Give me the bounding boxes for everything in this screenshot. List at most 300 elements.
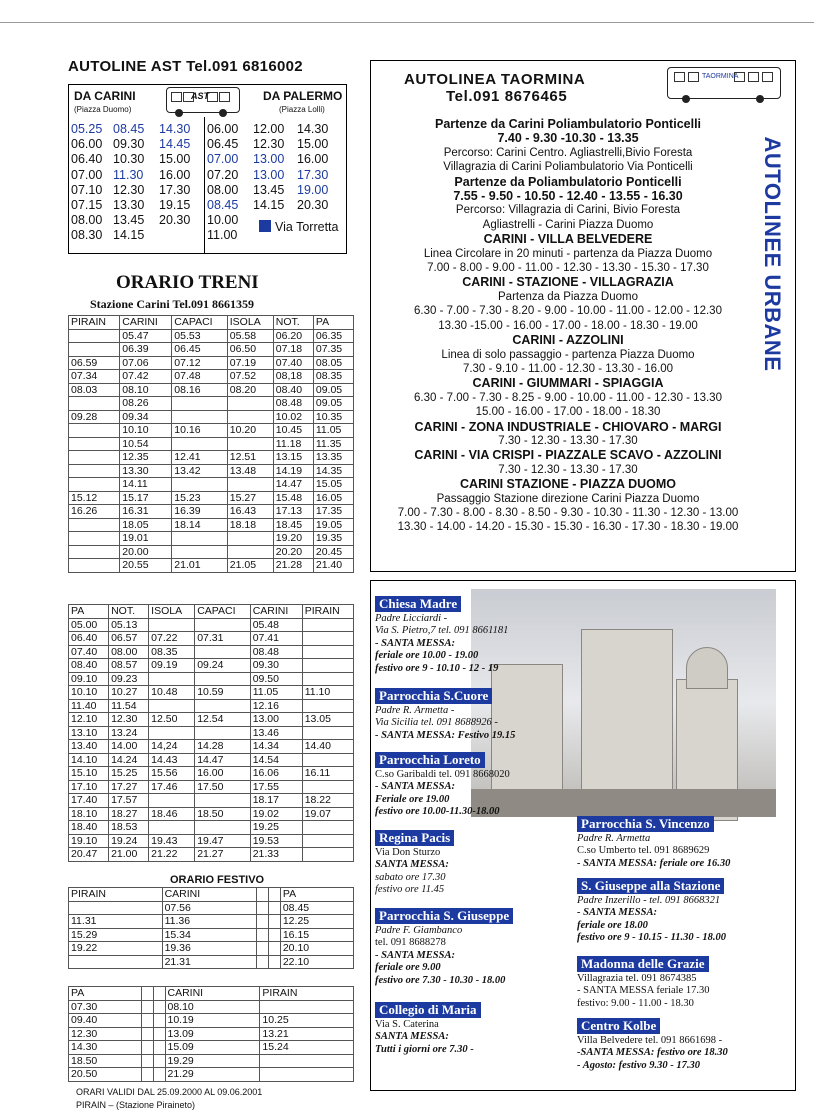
- table-cell: 18.18: [227, 518, 273, 532]
- table-cell: 14.35: [313, 464, 353, 478]
- column-header: [142, 987, 154, 1001]
- table-cell: 17.57: [109, 794, 149, 808]
- table-cell: 10.20: [227, 424, 273, 438]
- table-cell: [149, 672, 195, 686]
- table-cell: 12.30: [69, 1027, 142, 1041]
- table-cell: [227, 478, 273, 492]
- table-cell: 09.24: [195, 659, 251, 673]
- table-cell: 13.40: [69, 740, 109, 754]
- table-cell: 12.30: [109, 713, 149, 727]
- church-detail: festivo ore 10.00-11.30-18.00: [375, 806, 500, 818]
- table-cell: 06.59: [69, 356, 120, 370]
- table-cell: 21.00: [109, 848, 149, 862]
- table-row: [69, 464, 354, 478]
- ast-time: 05.25: [71, 122, 103, 136]
- table-cell: [227, 410, 273, 424]
- table-row: [69, 699, 354, 713]
- ast-time: [159, 228, 190, 243]
- table-cell: [257, 955, 269, 969]
- ast-time: 16.00: [159, 167, 191, 182]
- table-cell: 09.23: [109, 672, 149, 686]
- table-cell: 08.03: [69, 383, 120, 397]
- column-header: NOT.: [273, 316, 313, 330]
- table-cell: 13.42: [172, 464, 228, 478]
- table-cell: 08.10: [165, 1000, 260, 1014]
- table-cell: 07.35: [313, 343, 353, 357]
- table-cell: 10.27: [109, 686, 149, 700]
- table-row: [69, 316, 354, 330]
- taormina-line: 7.30 - 12.30 - 13.30 - 17.30: [498, 434, 638, 447]
- table-cell: 10.48: [149, 686, 195, 700]
- ast-time: 14.15: [113, 228, 145, 243]
- column-header: PA: [69, 987, 142, 1001]
- table-cell: 12.50: [149, 713, 195, 727]
- table-row: [69, 987, 354, 1001]
- church-detail: Villagrazia tel. 091 8674385: [577, 973, 697, 984]
- taormina-line: CARINI - VIA CRISPI - PIAZZALE SCAVO - AZZOLINI: [414, 448, 722, 463]
- church-detail: - SANTA MESSA:: [375, 949, 455, 961]
- table-row: [69, 645, 354, 659]
- table-cell: 15.12: [69, 491, 120, 505]
- table-cell: 15.34: [162, 928, 257, 942]
- table-row: [69, 928, 354, 942]
- table-cell: 12.41: [172, 451, 228, 465]
- table-cell: 08.00: [109, 645, 149, 659]
- table-row: [69, 1054, 354, 1068]
- table-row: [69, 356, 354, 370]
- table-cell: 21.29: [165, 1068, 260, 1082]
- table-row: [69, 370, 354, 384]
- church-detail: festivo ore 7.30 - 10.30 - 18.00: [375, 974, 506, 986]
- column-header: PA: [69, 605, 109, 619]
- table-cell: [69, 424, 120, 438]
- table-row: [69, 451, 354, 465]
- ast-legend-label: Via Torretta: [275, 220, 339, 234]
- table-cell: 19.35: [313, 532, 353, 546]
- table-cell: 09.50: [250, 672, 302, 686]
- table-cell: 12.25: [280, 915, 353, 929]
- bus-icon: [166, 87, 240, 113]
- column-header: CARINI: [165, 987, 260, 1001]
- table-cell: [269, 901, 281, 915]
- table-cell: [153, 1054, 165, 1068]
- table-cell: [142, 1027, 154, 1041]
- church-detail: Via S. Caterina: [375, 1019, 439, 1030]
- table-cell: 21.27: [195, 848, 251, 862]
- ast-time-column: [159, 122, 190, 244]
- church-detail: Padre F. Giambanco: [375, 925, 463, 936]
- table-cell: 20.10: [280, 942, 353, 956]
- table-cell: 19.25: [250, 821, 302, 835]
- taormina-name: AUTOLINEA TAORMINA: [404, 71, 586, 88]
- table-cell: 07.19: [227, 356, 273, 370]
- table-cell: 21.05: [227, 559, 273, 573]
- table-row: [69, 343, 354, 357]
- table-cell: 08.10: [120, 383, 172, 397]
- church-entry: [375, 829, 454, 897]
- church-detail: feriale ore 18.00: [577, 919, 648, 931]
- table-cell: 10.10: [120, 424, 172, 438]
- table-cell: 20.20: [273, 545, 313, 559]
- table-cell: 13.05: [302, 713, 353, 727]
- table-cell: [302, 834, 353, 848]
- table-cell: [302, 659, 353, 673]
- church-detail: Tutti i giorni ore 7.30 -: [375, 1043, 474, 1055]
- table-cell: 12.51: [227, 451, 273, 465]
- table-cell: [257, 928, 269, 942]
- table-row: [69, 888, 354, 902]
- ast-from-carini: DA CARINI: [74, 89, 136, 103]
- table-cell: 13.46: [250, 726, 302, 740]
- ast-time: 16.00: [297, 152, 329, 167]
- taormina-line: Agliastrelli - Carini Piazza Duomo: [482, 218, 654, 231]
- church-entry: [375, 1001, 481, 1056]
- ast-time: 06.45: [207, 137, 239, 152]
- table-cell: 14.34: [250, 740, 302, 754]
- table-cell: 07.22: [149, 632, 195, 646]
- church-detail: sabato ore 17.30: [375, 871, 446, 883]
- table-row: [69, 1041, 354, 1055]
- table-cell: 13.15: [273, 451, 313, 465]
- ast-time: 07.00: [207, 152, 239, 167]
- ast-time: 13.00: [253, 167, 285, 182]
- table-row: [69, 794, 354, 808]
- church-entry: [375, 687, 515, 742]
- table-cell: 09.10: [69, 672, 109, 686]
- table-row: [69, 518, 354, 532]
- table-cell: 10.02: [273, 410, 313, 424]
- table-cell: 14.19: [273, 464, 313, 478]
- table-cell: 08.57: [109, 659, 149, 673]
- ast-time: 14.15: [253, 197, 285, 212]
- ast-time-column: [297, 122, 328, 213]
- table-cell: 12.54: [195, 713, 251, 727]
- church-name: Centro Kolbe: [577, 1018, 660, 1034]
- church-detail: festivo ore 11.45: [375, 884, 445, 896]
- table-cell: 08.35: [313, 370, 353, 384]
- table-row: [69, 780, 354, 794]
- table-cell: 07.52: [227, 370, 273, 384]
- ast-time: 14.45: [159, 137, 191, 152]
- table-cell: 18.17: [250, 794, 302, 808]
- table-cell: 11.36: [162, 915, 257, 929]
- table-cell: [260, 1000, 354, 1014]
- table-row: [69, 955, 354, 969]
- bus-label: TAORMINA: [702, 73, 739, 80]
- table-cell: 20.45: [313, 545, 353, 559]
- ast-from-palermo: DA PALERMO: [263, 89, 343, 103]
- table-cell: 18.40: [69, 821, 109, 835]
- table-cell: 13.24: [109, 726, 149, 740]
- table-cell: [227, 532, 273, 546]
- table-cell: [153, 1068, 165, 1082]
- table-cell: 10.54: [120, 437, 172, 451]
- column-header: CARINI: [162, 888, 257, 902]
- table-cell: 05.13: [109, 618, 149, 632]
- church-entry: [375, 751, 510, 819]
- table-cell: 14.40: [302, 740, 353, 754]
- taormina-line: Percorso: Carini Centro. Agliastrelli,Bivio Foresta: [443, 146, 693, 159]
- pirain-note: PIRAIN – (Stazione Piraineto): [76, 1100, 196, 1110]
- table-cell: 15.10: [69, 767, 109, 781]
- table-cell: 14.24: [109, 753, 149, 767]
- column-header: [269, 888, 281, 902]
- table-row: [69, 618, 354, 632]
- table-cell: [149, 794, 195, 808]
- table-cell: [195, 645, 251, 659]
- church-name: S. Giuseppe alla Stazione: [577, 878, 724, 894]
- table-cell: [260, 1054, 354, 1068]
- church-name: Parrocchia Loreto: [375, 752, 485, 768]
- taormina-line: Partenza da Piazza Duomo: [498, 290, 638, 303]
- ast-time-column: [113, 122, 144, 244]
- ast-time: 07.20: [207, 167, 239, 182]
- table-row: [69, 397, 354, 411]
- table-cell: 17.55: [250, 780, 302, 794]
- table-cell: 18.45: [273, 518, 313, 532]
- table-row: [69, 437, 354, 451]
- table-cell: 11.05: [313, 424, 353, 438]
- table-cell: [153, 1041, 165, 1055]
- table-cell: 10.19: [165, 1014, 260, 1028]
- church-detail: SANTA MESSA:: [375, 859, 449, 871]
- table-cell: 13.09: [165, 1027, 260, 1041]
- taormina-line: 7.30 - 9.10 - 11.00 - 12.30 - 13.30 - 16.00: [462, 362, 674, 375]
- ast-time: 12.30: [113, 182, 145, 197]
- table-cell: 06.20: [273, 329, 313, 343]
- treni-title: ORARIO TRENI: [116, 272, 259, 293]
- taormina-line: 7.00 - 7.30 - 8.00 - 8.30 - 8.50 - 9.30 - 10.30 - 11.30 - 12.30 - 13.00: [397, 506, 739, 519]
- ast-time-column: [71, 122, 102, 244]
- table-cell: [149, 726, 195, 740]
- table-row: [69, 329, 354, 343]
- table-cell: 15.48: [273, 491, 313, 505]
- table-row: [69, 410, 354, 424]
- column-header: PA: [280, 888, 353, 902]
- table-cell: [149, 699, 195, 713]
- ast-legend: [259, 220, 338, 234]
- table-cell: 20.47: [69, 848, 109, 862]
- table-cell: [302, 699, 353, 713]
- church-entry: [577, 1017, 728, 1072]
- table-cell: [195, 699, 251, 713]
- church-detail: feriale ore 9.00: [375, 962, 441, 974]
- table-cell: 13.48: [227, 464, 273, 478]
- ast-time: 19.00: [297, 182, 329, 197]
- church-detail: - Agosto: festivo 9.30 - 17.30: [577, 1059, 700, 1071]
- church-name: Parrocchia S. Giuseppe: [375, 908, 513, 924]
- taormina-line: Passaggio Stazione direzione Carini Piazza Duomo: [436, 492, 700, 505]
- column-header: CAPACI: [172, 316, 228, 330]
- table-cell: [69, 532, 120, 546]
- taormina-line: 13.30 - 14.00 - 14.20 - 15.30 - 15.30 - 16.30 - 17.30 - 18.30 - 19.00: [397, 521, 739, 534]
- table-cell: 07.41: [250, 632, 302, 646]
- vertical-text: AUTOLINEE URBANE: [760, 136, 785, 372]
- table-cell: 10.35: [313, 410, 353, 424]
- table-row: [69, 424, 354, 438]
- table-cell: 15.29: [69, 928, 163, 942]
- taormina-panel: [370, 60, 796, 572]
- table-cell: 16.11: [302, 767, 353, 781]
- ast-time: 19.15: [159, 197, 191, 212]
- column-header: CARINI: [120, 316, 172, 330]
- table-cell: [172, 397, 228, 411]
- table-cell: 11.18: [273, 437, 313, 451]
- table-cell: [69, 559, 120, 573]
- ast-title: AUTOLINE AST Tel.091 6816002: [68, 58, 303, 75]
- church-detail: Villa Belvedere tel. 091 8661698 -: [577, 1035, 723, 1046]
- table-row: [69, 767, 354, 781]
- table-row: [69, 491, 354, 505]
- table-cell: [142, 1054, 154, 1068]
- table-cell: [302, 645, 353, 659]
- table-cell: [142, 1014, 154, 1028]
- table-cell: 05.48: [250, 618, 302, 632]
- church-detail: feriale ore 10.00 - 19.00: [375, 650, 479, 662]
- table-cell: 11.31: [69, 915, 163, 929]
- ast-time: 15.00: [159, 152, 191, 167]
- table-cell: 05.00: [69, 618, 109, 632]
- table-cell: 07.06: [120, 356, 172, 370]
- church-detail: - SANTA MESSA:: [375, 637, 455, 649]
- table-cell: 15.25: [109, 767, 149, 781]
- table-cell: 11.10: [302, 686, 353, 700]
- table-cell: 07.40: [273, 356, 313, 370]
- taormina-line: CARINI - GIUMMARI - SPIAGGIA: [472, 376, 664, 391]
- table-row: [69, 559, 354, 573]
- table-cell: 15.27: [227, 491, 273, 505]
- table-cell: 09.30: [250, 659, 302, 673]
- table-cell: 16.31: [120, 505, 172, 519]
- ast-time: 14.30: [159, 122, 191, 136]
- taormina-line: CARINI - STAZIONE - VILLAGRAZIA: [462, 275, 674, 290]
- ast-from-palermo-sub: (Piazza Lolli): [279, 105, 325, 114]
- table-cell: 07.56: [162, 901, 257, 915]
- table-cell: 14.54: [250, 753, 302, 767]
- ast-time: 07.00: [71, 167, 103, 182]
- table-cell: [227, 397, 273, 411]
- table-cell: 18.05: [120, 518, 172, 532]
- table-row: [69, 383, 354, 397]
- table-cell: 12.35: [120, 451, 172, 465]
- table-row: [69, 726, 354, 740]
- table-cell: 14.10: [69, 753, 109, 767]
- table-cell: 15.23: [172, 491, 228, 505]
- taormina-line: 7.55 - 9.50 - 10.50 - 12.40 - 13.55 - 16.30: [453, 189, 683, 204]
- table-cell: 21.40: [313, 559, 353, 573]
- church-detail: Via Sicilia tel. 091 8688926 -: [375, 717, 498, 729]
- taormina-line: 7.40 - 9.30 -10.30 - 13.35: [497, 131, 639, 146]
- church-detail: Padre Inzerillo - tel. 091 8668321: [577, 895, 721, 906]
- table-cell: [153, 1000, 165, 1014]
- table-cell: 17.40: [69, 794, 109, 808]
- orario-festivo-label: ORARIO FESTIVO: [170, 874, 265, 886]
- ast-time: 12.00: [253, 122, 285, 136]
- table-row: [69, 686, 354, 700]
- table-cell: 08.26: [120, 397, 172, 411]
- table-cell: [142, 1068, 154, 1082]
- church-detail: Via Don Sturzo: [375, 847, 441, 858]
- table-cell: 19.10: [69, 834, 109, 848]
- table-row: [69, 1027, 354, 1041]
- church-detail: - SANTA MESSA feriale 17.30: [577, 985, 710, 997]
- table-cell: [269, 955, 281, 969]
- table-cell: [172, 410, 228, 424]
- table-cell: 08,18: [273, 370, 313, 384]
- ast-time: 08.00: [207, 182, 239, 197]
- ast-time-column: [253, 122, 284, 228]
- column-header: NOT.: [109, 605, 149, 619]
- table-row: [69, 532, 354, 546]
- table-row: [69, 821, 354, 835]
- taormina-line: 6.30 - 7.00 - 7.30 - 8.20 - 9.00 - 10.00 - 11.00 - 12.00 - 12.30: [414, 305, 722, 318]
- table-row: [69, 740, 354, 754]
- taormina-line: 6.30 - 7.00 - 7.30 - 8.25 - 9.00 - 10.00 - 11.00 - 12.30 - 13.30: [414, 391, 722, 404]
- table-cell: 05.58: [227, 329, 273, 343]
- church-detail: - SANTA MESSA: feriale ore 16.30: [577, 857, 731, 869]
- table-cell: 07.31: [195, 632, 251, 646]
- table-cell: 08.48: [250, 645, 302, 659]
- table-cell: 15.05: [313, 478, 353, 492]
- table-cell: 06.39: [120, 343, 172, 357]
- table-cell: [142, 1041, 154, 1055]
- table-cell: 18.22: [302, 794, 353, 808]
- table-cell: 16.06: [250, 767, 302, 781]
- taormina-line: CARINI - AZZOLINI: [512, 333, 624, 348]
- column-header: CARINI: [250, 605, 302, 619]
- church-entry: [577, 877, 726, 945]
- ast-time: 13.30: [113, 197, 145, 212]
- table-cell: 18.50: [195, 807, 251, 821]
- table-cell: 10.59: [195, 686, 251, 700]
- table-cell: 18.53: [109, 821, 149, 835]
- taormina-line: Percorso: Villagrazia di Carini, Bivio Foresta: [455, 204, 681, 217]
- table-cell: [69, 955, 163, 969]
- ast-time: 09.30: [113, 137, 145, 152]
- table-cell: 19.24: [109, 834, 149, 848]
- column-header: [257, 888, 269, 902]
- church-detail: tel. 091 8688278: [375, 937, 446, 949]
- table-cell: [227, 437, 273, 451]
- table-cell: [302, 726, 353, 740]
- table-cell: 17.27: [109, 780, 149, 794]
- table-cell: 21.22: [149, 848, 195, 862]
- table-cell: 08.48: [273, 397, 313, 411]
- church-detail: Padre R. Armetta: [577, 833, 651, 844]
- table-cell: 16.05: [313, 491, 353, 505]
- taormina-line: Linea Circolare in 20 minuti - partenza da Piazza Duomo: [423, 247, 713, 260]
- table-cell: [269, 928, 281, 942]
- table-cell: 09.28: [69, 410, 120, 424]
- table-cell: 08.40: [273, 383, 313, 397]
- church-name: Regina Pacis: [375, 830, 454, 846]
- table-cell: 10.25: [260, 1014, 354, 1028]
- table-row: [69, 834, 354, 848]
- table-cell: 18.27: [109, 807, 149, 821]
- table-cell: 12.16: [250, 699, 302, 713]
- table-cell: 14.00: [109, 740, 149, 754]
- church-detail: C.so Garibaldi tel. 091 8668020: [375, 769, 510, 780]
- church-detail: - SANTA MESSA:: [375, 781, 455, 793]
- table-cell: 16.00: [195, 767, 251, 781]
- ast-time: 13.45: [253, 182, 285, 197]
- column-header: ISOLA: [227, 316, 273, 330]
- table-cell: 17.10: [69, 780, 109, 794]
- ast-time: 14.30: [297, 122, 329, 136]
- table-cell: 16.15: [280, 928, 353, 942]
- table-cell: [69, 901, 163, 915]
- column-header: PIRAIN: [302, 605, 353, 619]
